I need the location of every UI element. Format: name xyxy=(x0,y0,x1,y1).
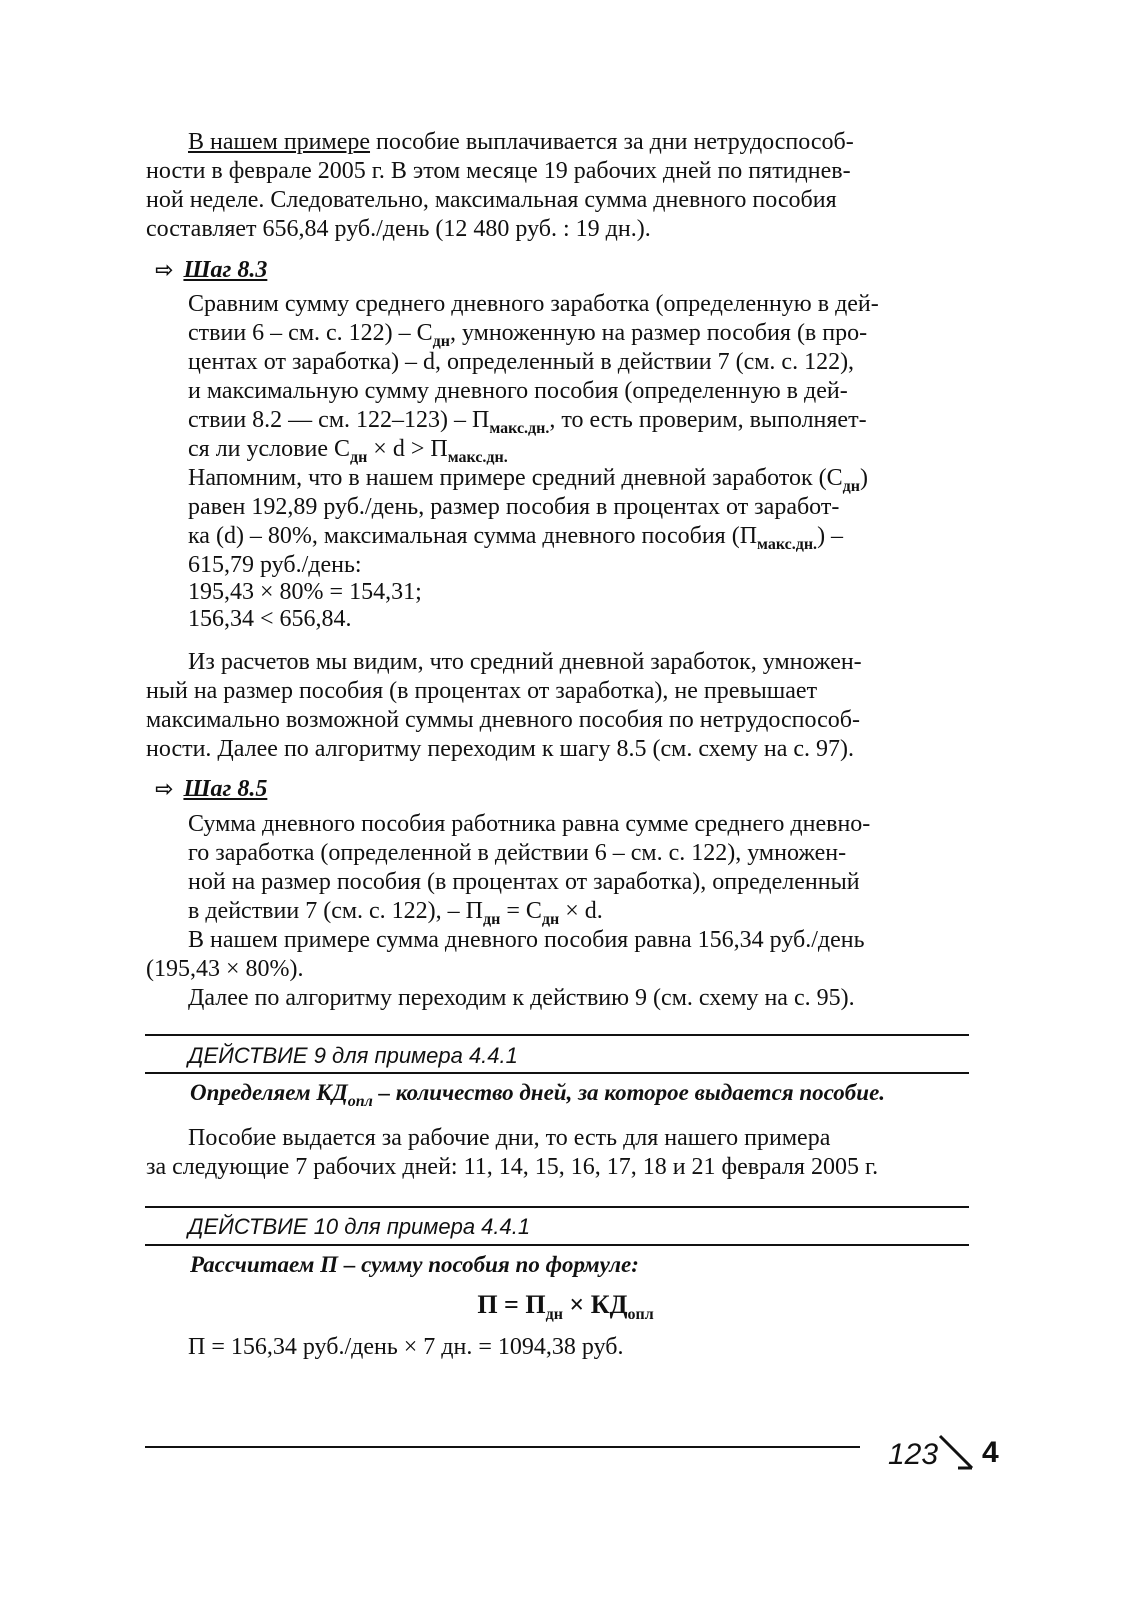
arrow-right-icon: ⇨ xyxy=(155,777,174,802)
underlined-phrase: В нашем примере xyxy=(188,129,371,155)
step-8-5-after-2: (195,43 × 80%). xyxy=(146,956,304,982)
conclusion-line-4: ности. Далее по алгоритму переходим к шагу 8.5 (см. схему на с. 97). xyxy=(146,736,855,762)
arrow-right-icon: ⇨ xyxy=(155,258,174,283)
page-number: 123 xyxy=(888,1438,939,1471)
intro-line-4: составляет 656,84 руб./день (12 480 руб. : 19 дн.). xyxy=(146,216,651,242)
step-8-3-line-1: Сравним сумму среднего дневного заработка (определенную в дей- xyxy=(188,291,879,317)
action-9-line-2: за следующие 7 рабочих дней: 11, 14, 15, 16, 17, 18 и 21 февраля 2005 г. xyxy=(146,1154,879,1180)
action-9-title: ДЕЙСТВИЕ 9 для примера 4.4.1 xyxy=(188,1043,518,1068)
benefit-formula: $П = П_{дн} \times КД_{опл}$ xyxy=(477,1290,654,1323)
remind-line-3: ка (d) – 80%, максимальная сумма дневного пособия $(П_{макс.дн.})$ – xyxy=(188,523,844,553)
step-8-5-line-2: го заработка (определенной в действии 6 – см. с. 122), умножен- xyxy=(188,840,847,866)
action-10-title: ДЕЙСТВИЕ 10 для примера 4.4.1 xyxy=(188,1214,531,1239)
step-8-5-line-4: в действии 7 (см. с. 122), – $П_{дн} = С_{дн} \times d$. xyxy=(188,898,603,928)
step-8-3-line-6: ся ли условие $С_{дн} \times d > П_{макс.дн.}$ xyxy=(188,436,508,466)
step-8-3-line-5: ствии 8.2 — см. $122-123) - П_{макс.дн.}$, то есть проверим, выполняет- xyxy=(188,407,867,437)
action-9-bottom-rule xyxy=(145,1072,969,1074)
step-8-5-line-3: ной на размер пособия (в процентах от заработка), определенный xyxy=(188,869,860,895)
step-8-3-heading xyxy=(155,257,267,284)
step-8-5-label: Шаг 8.5 xyxy=(183,776,268,802)
chapter-number: 4 xyxy=(982,1436,999,1469)
intro-line-3: ной неделе. Следовательно, максимальная сумма дневного пособия xyxy=(146,187,837,213)
remind-line-4: 615,79 руб./день: xyxy=(188,552,362,578)
intro-line-1-rest: пособие выплачивается за дни нетрудоспособ- xyxy=(370,129,854,155)
remind-line-2: равен 192,89 руб./день, размер пособия в процентах от заработ- xyxy=(188,494,840,520)
action-10-bottom-rule xyxy=(145,1244,969,1246)
step-8-5-after-3: Далее по алгоритму переходим к действию 9 (см. схему на с. 95). xyxy=(188,985,855,1011)
action-9-subtitle: Определяем $КД_{опл}$ – количество дней, за которое выдается пособие. xyxy=(190,1080,886,1110)
conclusion-line-1: Из расчетов мы видим, что средний дневной заработок, умножен- xyxy=(188,649,862,675)
footer-rule xyxy=(145,1446,860,1448)
calc-line-1: 195,43 × 80% = 154,31; xyxy=(188,579,422,605)
action-9-top-rule xyxy=(145,1034,969,1036)
intro-line-2: ности в феврале 2005 г. В этом месяце 19 рабочих дней по пятиднев- xyxy=(146,158,851,184)
step-8-5-line-1: Сумма дневного пособия работника равна сумме среднего дневно- xyxy=(188,811,871,837)
backslash-separator-icon xyxy=(938,1432,976,1472)
step-8-3-line-2: ствии 6 – см. с. $122) - С_{дн}$, умноженную на размер пособия (в про- xyxy=(188,320,868,350)
conclusion-line-2: ный на размер пособия (в процентах от заработка), не превышает xyxy=(146,678,818,704)
step-8-3-line-4: и максимальную сумму дневного пособия (определенную в дей- xyxy=(188,378,848,404)
action-10-top-rule xyxy=(145,1206,969,1208)
intro-line-1 xyxy=(188,128,948,156)
action-10-subtitle: Рассчитаем П – сумму пособия по формуле: xyxy=(190,1252,639,1277)
step-8-3-label: Шаг 8.3 xyxy=(183,257,268,283)
calc-line-2: 156,34 < 656,84. xyxy=(188,606,352,632)
action-9-line-1: Пособие выдается за рабочие дни, то есть для нашего примера xyxy=(188,1125,831,1151)
benefit-result: П = 156,34 руб./день × 7 дн. = 1094,38 руб. xyxy=(188,1334,624,1360)
conclusion-line-3: максимально возможной суммы дневного пособия по нетрудоспособ- xyxy=(146,707,860,733)
step-8-5-heading xyxy=(155,776,267,803)
step-8-3-line-3: центах от заработка) – d, определенный в действии 7 (см. с. 122), xyxy=(188,349,855,375)
remind-line-1: Напомним, что в нашем примере средний дневной заработок $(С_{дн})$ xyxy=(188,465,868,495)
step-8-5-after-1: В нашем примере сумма дневного пособия равна 156,34 руб./день xyxy=(188,927,865,953)
